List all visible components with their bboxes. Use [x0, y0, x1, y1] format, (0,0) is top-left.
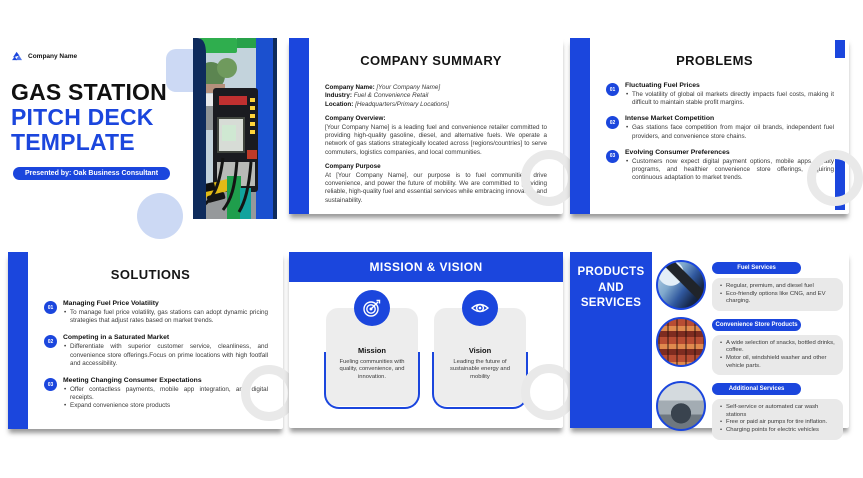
company-summary-body — [325, 84, 547, 205]
slide-products-services[interactable] — [570, 252, 849, 433]
logo-icon — [12, 51, 23, 61]
solutions-list — [44, 300, 268, 420]
eye-icon — [462, 290, 498, 326]
fuel-nozzle-photo — [656, 260, 706, 310]
list-item — [656, 381, 843, 439]
car-wash-photo — [656, 381, 706, 431]
cover-title-line2: PITCH DECK — [11, 104, 154, 130]
meta-company-name: Company Name: [Your Company Name] — [325, 84, 441, 91]
slide-mission-vision[interactable] — [289, 252, 563, 428]
number-badge: 02 — [606, 116, 619, 129]
meta-location: Location: [Headquarters/Primary Locations] — [325, 100, 449, 108]
number-badge: 03 — [44, 378, 57, 391]
mission-card: Mission Fueling communities with quality, convenience, and innovation. — [326, 290, 418, 406]
target-icon — [354, 290, 390, 326]
number-badge: 03 — [606, 150, 619, 163]
slide-heading: PROBLEMS — [676, 53, 753, 68]
left-accent-bar — [289, 38, 309, 214]
number-badge: 02 — [44, 335, 57, 348]
slide-problems[interactable] — [570, 38, 849, 214]
logo — [12, 51, 77, 61]
category-pill: Convenience Store Products — [712, 319, 801, 331]
products-services-list — [656, 260, 843, 446]
list-item: 02 Intense Market Competition • Gas stations face competition from major oil brands, independent fuel providers, and convenience store chains. — [606, 115, 834, 140]
category-pill: Additional Services — [712, 383, 801, 395]
decor-ring — [807, 150, 863, 206]
left-accent-bar — [570, 38, 590, 214]
category-details: • Regular, premium, and diesel fuel • Eco-friendly options like CNG, and EV charging. — [712, 278, 843, 311]
list-item: 01 Managing Fuel Price Volatility • To manage fuel price volatility, gas stations can adopt dynamic pricing strategies that adjust rates based on market trends. — [44, 300, 268, 325]
slide-title-cover[interactable] — [8, 38, 277, 219]
list-item: 01 Fluctuating Fuel Prices • The volatility of global oil markets directly impacts fuel costs, making it difficult to maintain stable profit margins. — [606, 82, 834, 107]
list-item: 03 Evolving Consumer Preferences • Customers now expect digital payment options, mobile apps, loyalty programs, and healthier convenience store offerings, requiring continuous adaptation to market trends. — [606, 149, 834, 183]
left-accent-bar — [8, 252, 28, 429]
decor-circle — [137, 193, 183, 239]
slide-company-summary[interactable] — [289, 38, 563, 214]
slide-heading: COMPANY SUMMARY — [360, 53, 502, 68]
problems-list — [606, 82, 834, 190]
meta-industry: Industry: Fuel & Convenience Retail — [325, 92, 429, 100]
purpose-paragraph: At [Your Company Name], our purpose is to fuel communities, drive convenience, and power the future of mobility. We are committed to providing reliable, high-quality fuel and essential services while embracing innovation and sustainability. — [325, 171, 547, 204]
category-pill: Fuel Services — [712, 262, 801, 274]
overview-label: Company Overview: — [325, 115, 386, 123]
snacks-shelf-photo — [656, 317, 706, 367]
slide-heading: SOLUTIONS — [110, 267, 191, 282]
slide-solutions[interactable] — [8, 252, 283, 429]
list-item — [656, 260, 843, 311]
decor-ring — [521, 364, 577, 420]
decor-ring — [521, 150, 577, 206]
gas-station-photo — [193, 38, 277, 219]
products-services-panel: PRODUCTS AND SERVICES — [570, 252, 652, 428]
purpose-label: Company Purpose — [325, 163, 381, 171]
vision-card: Vision Leading the future of sustainable energy and mobility — [434, 290, 526, 406]
number-badge: 01 — [44, 301, 57, 314]
cover-title-line3: TEMPLATE — [11, 129, 135, 155]
list-item: 03 Meeting Changing Consumer Expectations • Offer contactless payments, mobile app integration, and digital receipts. • Expand convenience store products — [44, 377, 268, 411]
logo-text: Company Name — [28, 52, 78, 60]
overview-paragraph: [Your Company Name] is a leading fuel and convenience retailer committed to providing high-quality gasoline, diesel, and alternative fuels. We operate a network of gas stations strategically located across [regions/countries] to serve commuters, logistics companies, and local communities. — [325, 123, 547, 156]
category-details: • Self-service or automated car wash stations • Free or paid air pumps for tire inflation. • Charging points for electric vehicles — [712, 399, 843, 439]
mission-vision-header — [289, 252, 563, 282]
slide-heading: MISSION & VISION — [369, 260, 483, 274]
list-item — [656, 317, 843, 375]
presented-by-text: Presented by: Oak Business Consultant — [25, 170, 159, 177]
presented-by-badge — [13, 167, 170, 180]
list-item: 02 Competing in a Saturated Market • Differentiate with superior customer service, cleanliness, and convenience store offerings.Focus on prime locations with high footfall and accessibility. — [44, 334, 268, 368]
cover-title — [11, 80, 167, 155]
category-details: • A wide selection of snacks, bottled drinks, coffee. • Motor oil, windshield washer and other vehicle parts. — [712, 335, 843, 375]
number-badge: 01 — [606, 83, 619, 96]
cover-title-line1: GAS STATION — [11, 79, 167, 105]
